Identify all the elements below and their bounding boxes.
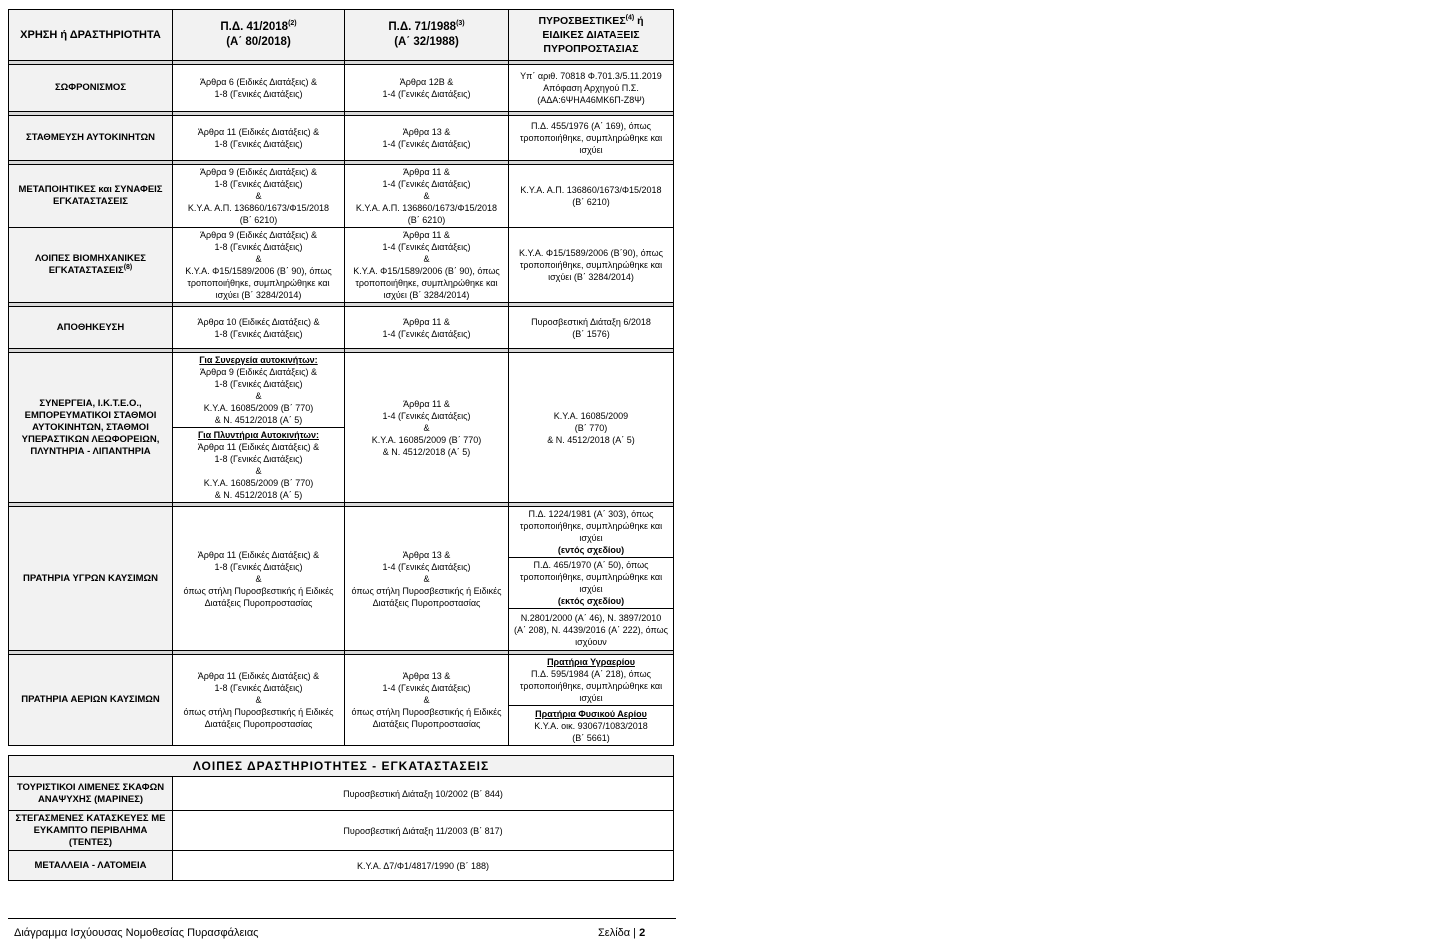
cell-line: (ΑΔΑ:6ΨΗΑ46ΜΚ6Π-Ζ8Ψ)	[537, 95, 645, 105]
use-sup: (8)	[123, 263, 133, 271]
cell-line: Άρθρα 11 &	[403, 398, 450, 409]
use-line: ΣΤΕΓΑΣΜΕΝΕΣ ΚΑΤΑΣΚΕΥΕΣ ΜΕ	[15, 812, 166, 824]
cell-line: &	[255, 573, 262, 584]
header-pd41-title: Π.Δ. 41/2018	[220, 21, 289, 33]
cell-line: & Ν. 4512/2018 (Α΄ 5)	[382, 446, 471, 457]
cell-line: Άρθρα 13 &	[402, 127, 451, 137]
cell-line: τροποποιήθηκε, συμπληρώθηκε και	[355, 278, 498, 288]
table-row	[9, 116, 674, 161]
fire-cell-in-plan	[509, 507, 674, 558]
use-cell	[9, 353, 173, 503]
use-cell: ΠΡΑΤΗΡΙΑ ΑΕΡΙΩΝ ΚΑΥΣΙΜΩΝ	[9, 655, 173, 746]
use-cell: ΑΠΟΘΗΚΕΥΣΗ	[9, 307, 173, 349]
use-line: ΠΛΥΝΤΗΡΙΑ - ΛΙΠΑΝΤΗΡΙΑ	[30, 445, 151, 457]
cell-line: ισχύει (Β΄ 3284/2014)	[215, 290, 302, 300]
cell-line: Κ.Υ.Α. 16085/2009 (Β΄ 770)	[203, 478, 314, 488]
use-line: ΥΠΕΡΑΣΤΙΚΩΝ ΛΕΩΦΟΡΕΙΩΝ,	[21, 433, 160, 445]
pd71-cell	[345, 165, 509, 228]
footer-page-number: 2	[639, 927, 646, 939]
fire-cell-lpg	[509, 655, 674, 706]
pd41-cell	[173, 228, 345, 303]
cell-line: 1-4 (Γενικές Διατάξεις)	[382, 89, 471, 99]
cell-line: 1-8 (Γενικές Διατάξεις)	[214, 139, 303, 149]
pd41-cell	[173, 165, 345, 228]
cell-line: Κ.Υ.Α. Φ15/1589/2006 (Β΄90), όπως	[519, 248, 663, 258]
cell-line: Πυροσβεστική Διάταξη 6/2018	[531, 316, 651, 327]
page-top-cutoff-text	[420, 0, 630, 3]
header-fire	[509, 10, 674, 61]
cell-line: 1-4 (Γενικές Διατάξεις)	[382, 179, 471, 189]
pd71-cell	[345, 228, 509, 303]
cell-note: (εκτός σχεδίου)	[557, 596, 625, 606]
header-row	[9, 10, 674, 61]
footer-divider	[8, 918, 676, 919]
cell-line: 1-8 (Γενικές Διατάξεις)	[214, 379, 303, 389]
use-line: ΕΓΚΑΤΑΣΤΑΣΕΙΣ	[48, 265, 124, 276]
header-pd71-sup: (3)	[456, 20, 465, 28]
cell-line: τροποποιήθηκε, συμπληρώθηκε και	[187, 278, 330, 288]
table-row	[9, 851, 674, 881]
cell-line: 1-4 (Γενικές Διατάξεις)	[382, 139, 471, 149]
use-line: ΕΜΠΟΡΕΥΜΑΤΙΚΟΙ ΣΤΑΘΜΟΙ	[24, 409, 157, 421]
table-row	[9, 777, 674, 811]
pd71-cell	[345, 65, 509, 112]
fire-cell-laws	[509, 609, 674, 651]
cell-line: Διατάξεις Πυροπροστασίας	[372, 597, 481, 608]
use-line: ΛΟΙΠΕΣ ΒΙΟΜΗΧΑΝΙΚΕΣ	[35, 253, 146, 264]
footer-document-title: Διάγραμμα Ισχύουσας Νομοθεσίας Πυρασφάλειας	[14, 927, 259, 939]
table-row	[9, 811, 674, 851]
cell-line: 1-4 (Γενικές Διατάξεις)	[382, 561, 471, 572]
cell-line: &	[423, 695, 430, 705]
pd41-cell	[173, 507, 345, 651]
cell-line: ισχύει	[579, 533, 603, 543]
use-cell	[9, 165, 173, 228]
cell-line: & Ν. 4512/2018 (Α΄ 5)	[214, 415, 303, 425]
cell-line: (Β΄ 6210)	[572, 197, 610, 207]
pd41-cell	[173, 116, 345, 161]
use-cell: ΜΕΤΑΛΛΕΙΑ - ΛΑΤΟΜΕΙΑ	[9, 851, 173, 881]
cell-line: Άρθρα 11 (Ειδικές Διατάξεις) &	[197, 442, 320, 452]
cell-line: Άρθρα 13 &	[402, 549, 451, 560]
main-legislation-table	[8, 9, 674, 746]
cell-line: Άρθρα 11 (Ειδικές Διατάξεις) &	[197, 127, 320, 137]
cell-line: ισχύει (Β΄ 3284/2014)	[548, 272, 634, 282]
cell-line: Π.Δ. 465/1970 (Α΄ 50), όπως	[533, 560, 649, 570]
table-row	[9, 307, 674, 349]
subsection-title: Πρατήρια Υγραερίου	[547, 657, 635, 667]
fire-cell	[509, 228, 674, 303]
fire-cell-natural-gas	[509, 706, 674, 746]
cell-line: (Α΄ 208), Ν. 4439/2016 (Α΄ 222), όπως	[514, 624, 668, 635]
cell-line: 1-4 (Γενικές Διατάξεις)	[382, 242, 471, 252]
use-line: ΑΝΑΨΥΧΗΣ (ΜΑΡΙΝΕΣ)	[37, 793, 144, 805]
header-pd71-gazette: (Α΄ 32/1988)	[394, 36, 459, 48]
use-cell	[9, 811, 173, 851]
cell-line: Άρθρα 11 &	[403, 316, 450, 327]
cell-line: Άρθρα 12Β &	[399, 77, 454, 87]
use-cell	[9, 228, 173, 303]
pd71-cell	[345, 655, 509, 746]
law-cell: Πυροσβεστική Διάταξη 10/2002 (Β΄ 844)	[173, 777, 674, 811]
pd41-cell-garages	[173, 353, 345, 428]
subsection-title: Πρατήρια Φυσικού Αερίου	[535, 708, 647, 719]
cell-line: (Β΄ 5661)	[572, 732, 610, 743]
pd41-cell-washes	[173, 428, 345, 503]
cell-line: Άρθρα 6 (Ειδικές Διατάξεις) &	[199, 77, 318, 87]
fire-cell	[509, 165, 674, 228]
header-pd71	[345, 10, 509, 61]
cell-line: 1-8 (Γενικές Διατάξεις)	[214, 454, 303, 464]
table-row	[9, 228, 674, 303]
cell-line: Κ.Υ.Α. Α.Π. 136860/1673/Φ15/2018	[355, 203, 498, 213]
cell-line: τροποποιήθηκε, συμπληρώθηκε και	[519, 681, 663, 691]
pd71-cell	[345, 307, 509, 349]
cell-line: &	[255, 254, 262, 264]
cell-line: ισχύει	[579, 584, 603, 594]
cell-line: & Ν. 4512/2018 (Α΄ 5)	[547, 434, 635, 445]
header-pd41-sup: (2)	[288, 20, 297, 28]
cell-line: τροποποιήθηκε, συμπληρώθηκε και	[519, 133, 663, 143]
cell-line: Διατάξεις Πυροπροστασίας	[372, 719, 481, 729]
cell-line: όπως στήλη Πυροσβεστικής ή Ειδικές	[351, 707, 502, 717]
cell-line: ισχύει (Β΄ 3284/2014)	[383, 290, 470, 300]
other-activities-table	[8, 755, 674, 881]
cell-line: Κ.Υ.Α. 16085/2009	[553, 410, 629, 421]
cell-line: Άρθρα 9 (Ειδικές Διατάξεις) &	[199, 367, 318, 377]
cell-line: (Β΄ 6210)	[407, 215, 446, 225]
cell-line: όπως στήλη Πυροσβεστικής ή Ειδικές	[183, 585, 334, 596]
cell-line: 1-4 (Γενικές Διατάξεις)	[382, 683, 471, 693]
cell-line: Απόφαση Αρχηγού Π.Σ.	[543, 83, 639, 93]
cell-line: Άρθρα 11 (Ειδικές Διατάξεις) &	[197, 549, 320, 560]
cell-line: Άρθρα 11 (Ειδικές Διατάξεις) &	[197, 671, 320, 681]
cell-line: Διατάξεις Πυροπροστασίας	[204, 597, 313, 608]
pd41-cell	[173, 65, 345, 112]
cell-line: Π.Δ. 455/1976 (Α΄ 169), όπως	[531, 121, 651, 131]
cell-note: (εντός σχεδίου)	[557, 545, 625, 555]
cell-line: &	[255, 391, 262, 401]
cell-line: Άρθρα 13 &	[402, 671, 451, 681]
subsection-title: Για Συνεργεία αυτοκινήτων:	[199, 355, 318, 365]
use-line: ΑΥΤΟΚΙΝΗΤΩΝ, ΣΤΑΘΜΟΙ	[32, 421, 149, 433]
cell-line: Διατάξεις Πυροπροστασίας	[204, 719, 313, 729]
cell-line: &	[255, 191, 262, 201]
cell-line: 1-8 (Γενικές Διατάξεις)	[214, 89, 303, 99]
fire-cell	[509, 116, 674, 161]
cell-line: 1-8 (Γενικές Διατάξεις)	[214, 179, 303, 189]
cell-line: Κ.Υ.Α. 16085/2009 (Β΄ 770)	[203, 403, 314, 413]
pd71-cell	[345, 507, 509, 651]
use-line: ΜΕΤΑΠΟΙΗΤΙΚΕΣ και ΣΥΝΑΦΕΙΣ	[18, 184, 163, 195]
footer-page	[598, 927, 645, 939]
pd71-cell	[345, 116, 509, 161]
cell-line: Άρθρα 11 &	[403, 167, 450, 177]
cell-line: (Β΄ 1576)	[572, 328, 610, 339]
cell-line: ισχύουν	[575, 636, 607, 647]
law-cell: Κ.Υ.Α. Δ7/Φ1/4817/1990 (Β΄ 188)	[173, 851, 674, 881]
use-cell	[9, 777, 173, 811]
table-row	[9, 165, 674, 228]
header-fire-sup: (4)	[625, 14, 635, 22]
header-fire-line3: ΠΥΡΟΠΡΟΣΤΑΣΙΑΣ	[543, 43, 639, 55]
cell-line: όπως στήλη Πυροσβεστικής ή Ειδικές	[351, 585, 502, 596]
cell-line: τροποποιήθηκε, συμπληρώθηκε και	[519, 260, 663, 270]
use-line: ΕΥΚΑΜΠΤΟ ΠΕΡΙΒΛΗΜΑ	[33, 824, 148, 836]
cell-line: Άρθρα 11 &	[403, 230, 450, 240]
table-row	[9, 655, 674, 706]
cell-line: ισχύει	[579, 693, 603, 703]
cell-line: &	[423, 422, 430, 433]
cell-line: (Β΄ 770)	[574, 422, 608, 433]
cell-line: Άρθρα 9 (Ειδικές Διατάξεις) &	[199, 167, 318, 177]
fire-cell	[509, 353, 674, 503]
header-pd41	[173, 10, 345, 61]
table-row	[9, 65, 674, 112]
use-cell: ΣΤΑΘΜΕΥΣΗ ΑΥΤΟΚΙΝΗΤΩΝ	[9, 116, 173, 161]
pd41-cell	[173, 307, 345, 349]
fire-cell-out-of-plan	[509, 558, 674, 609]
cell-line: &	[423, 573, 430, 584]
cell-line: Κ.Υ.Α. Α.Π. 136860/1673/Φ15/2018	[520, 185, 662, 195]
cell-line: &	[423, 254, 430, 264]
header-fire-line2: ΕΙΔΙΚΕΣ ΔΙΑΤΑΞΕΙΣ	[542, 29, 640, 41]
cell-line: (Β΄ 6210)	[239, 215, 278, 225]
cell-line: Ν.2801/2000 (Α΄ 46), Ν. 3897/2010	[520, 612, 662, 623]
header-fire-or: ή	[634, 15, 644, 27]
cell-line: &	[423, 191, 430, 201]
cell-line: 1-8 (Γενικές Διατάξεις)	[214, 242, 303, 252]
cell-line: ισχύει	[579, 145, 603, 155]
cell-line: τροποποιήθηκε, συμπληρώθηκε και	[519, 521, 663, 531]
cell-line: 1-4 (Γενικές Διατάξεις)	[382, 328, 471, 339]
fire-cell	[509, 307, 674, 349]
other-title-row	[9, 756, 674, 777]
cell-line: Κ.Υ.Α. Α.Π. 136860/1673/Φ15/2018	[187, 203, 330, 213]
use-line: ΕΓΚΑΤΑΣΤΑΣΕΙΣ	[53, 196, 128, 207]
use-cell: ΠΡΑΤΗΡΙΑ ΥΓΡΩΝ ΚΑΥΣΙΜΩΝ	[9, 507, 173, 651]
header-fire-line1: ΠΥΡΟΣΒΕΣΤΙΚΕΣ	[538, 15, 626, 27]
cell-line: Υπ΄ αριθ. 70818 Φ.701.3/5.11.2019	[520, 71, 662, 81]
law-cell: Πυροσβεστική Διάταξη 11/2003 (Β΄ 817)	[173, 811, 674, 851]
cell-line: Κ.Υ.Α. Φ15/1589/2006 (Β΄ 90), όπως	[185, 266, 332, 276]
cell-line: όπως στήλη Πυροσβεστικής ή Ειδικές	[183, 707, 334, 717]
cell-line: 1-8 (Γενικές Διατάξεις)	[214, 683, 303, 693]
cell-line: Κ.Υ.Α. Φ15/1589/2006 (Β΄ 90), όπως	[353, 266, 500, 276]
cell-line: 1-8 (Γενικές Διατάξεις)	[214, 561, 303, 572]
cell-line: 1-4 (Γενικές Διατάξεις)	[382, 410, 471, 421]
subsection-title: Για Πλυντήρια Αυτοκινήτων:	[198, 430, 319, 440]
cell-line: Π.Δ. 595/1984 (Α΄ 218), όπως	[531, 669, 651, 679]
footer-page-label: Σελίδα |	[598, 927, 640, 939]
cell-line: Άρθρα 9 (Ειδικές Διατάξεις) &	[199, 230, 318, 240]
cell-line: τροποποιήθηκε, συμπληρώθηκε και	[519, 572, 663, 582]
cell-line: &	[255, 466, 262, 476]
other-title: ΛΟΙΠΕΣ ΔΡΑΣΤΗΡΙΟΤΗΤΕΣ - ΕΓΚΑΤΑΣΤΑΣΕΙΣ	[9, 756, 674, 777]
use-cell: ΣΩΦΡΟΝΙΣΜΟΣ	[9, 65, 173, 112]
cell-line: Π.Δ. 1224/1981 (Α΄ 303), όπως	[528, 509, 654, 519]
table-row	[9, 353, 674, 428]
header-pd71-title: Π.Δ. 71/1988	[388, 21, 457, 33]
cell-line: Κ.Υ.Α. 16085/2009 (Β΄ 770)	[371, 434, 482, 445]
cell-line: Άρθρα 10 (Ειδικές Διατάξεις) &	[197, 316, 320, 327]
use-line: (ΤΕΝΤΕΣ)	[68, 836, 113, 848]
cell-line: 1-8 (Γενικές Διατάξεις)	[214, 328, 303, 339]
table-row	[9, 507, 674, 558]
use-line: ΣΥΝΕΡΓΕΙΑ, Ι.Κ.Τ.Ε.Ο.,	[39, 397, 142, 409]
header-pd41-gazette: (Α΄ 80/2018)	[226, 36, 291, 48]
cell-line: &	[255, 695, 262, 705]
cell-line: & Ν. 4512/2018 (Α΄ 5)	[214, 490, 303, 500]
pd41-cell	[173, 655, 345, 746]
header-use: ΧΡΗΣΗ ή ΔΡΑΣΤΗΡΙΟΤΗΤΑ	[9, 10, 173, 61]
use-line: ΤΟΥΡΙΣΤΙΚΟΙ ΛΙΜΕΝΕΣ ΣΚΑΦΩΝ	[16, 781, 165, 793]
pd71-cell	[345, 353, 509, 503]
fire-cell	[509, 65, 674, 112]
cell-line: Κ.Υ.Α. οικ. 93067/1083/2018	[534, 720, 648, 731]
